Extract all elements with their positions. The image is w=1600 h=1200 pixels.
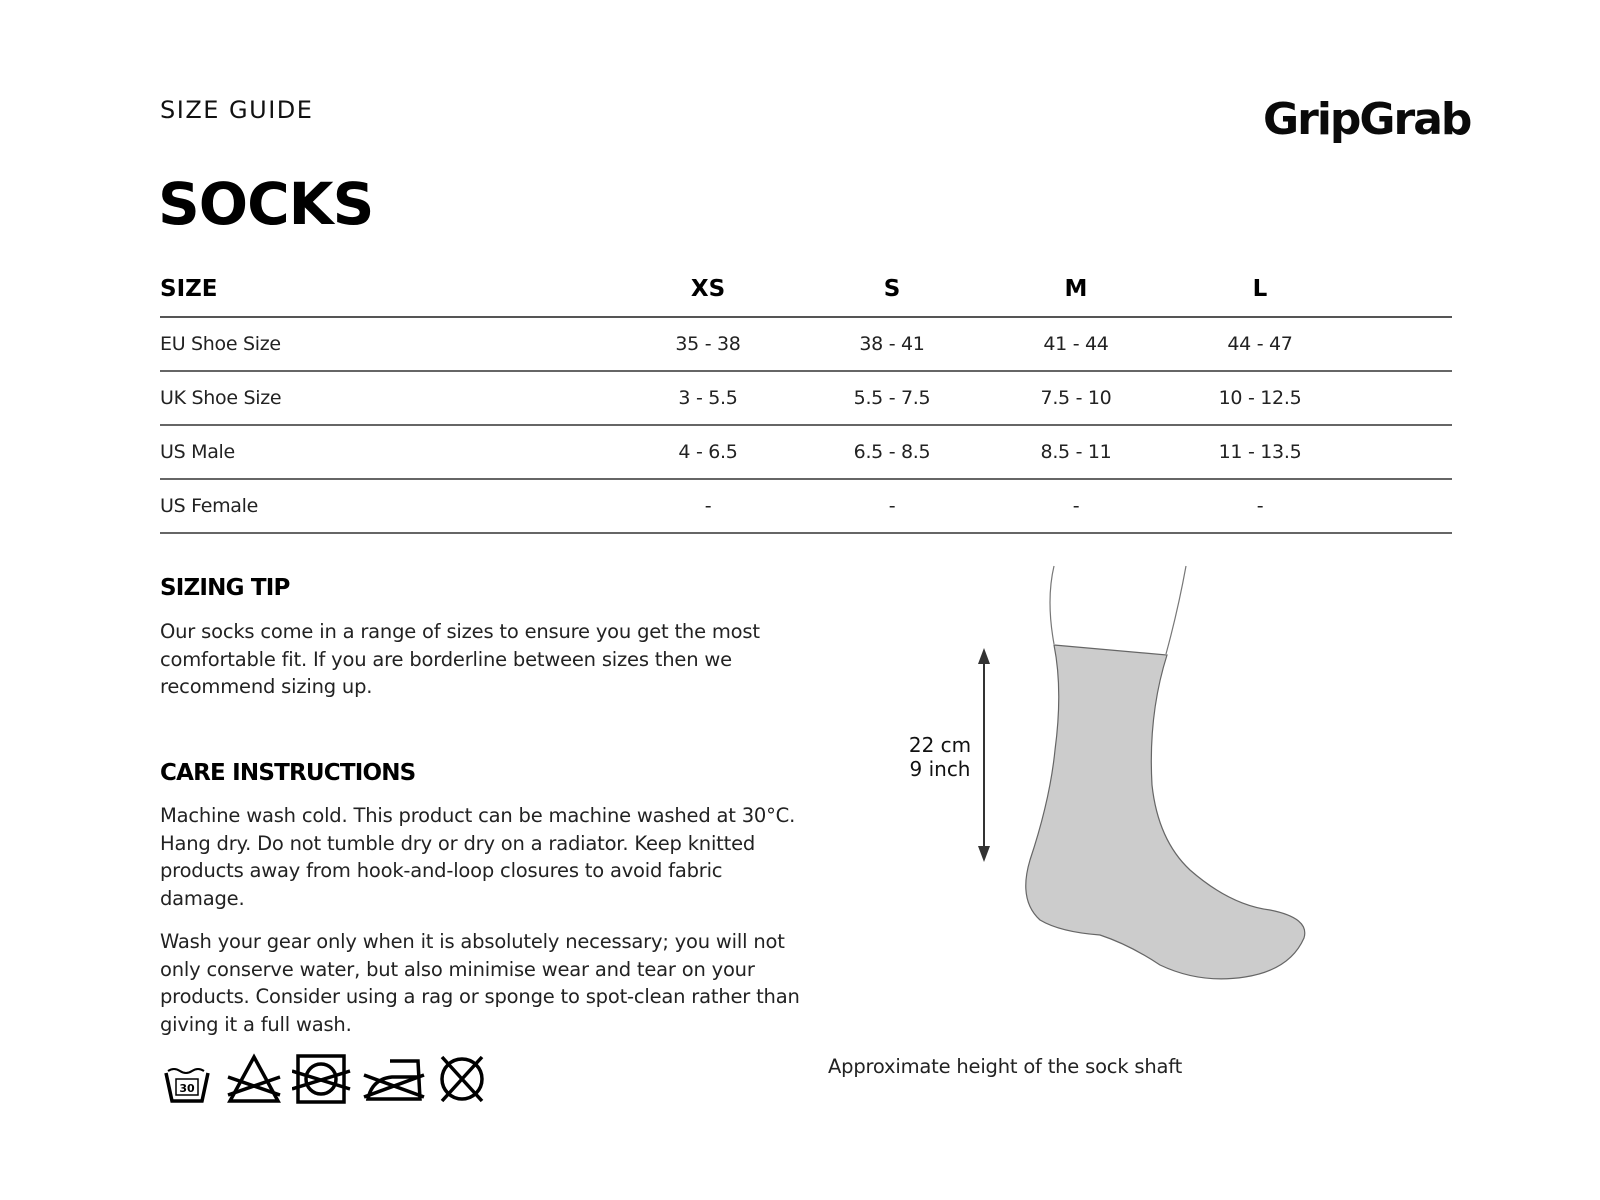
care-paragraph-1: Machine wash cold. This product can be machine washed at 30°C. Hang dry. Do not tumble dry or dry on a radiator. Keep knitted products away from hook-and-loop closures to avoid fabric damage.: [160, 804, 796, 910]
cell-spacer: [1352, 317, 1452, 371]
cell: 44 - 47: [1168, 317, 1352, 371]
cell-spacer: [1352, 425, 1452, 479]
measure-inch: 9 inch: [909, 757, 971, 781]
table-row: [160, 425, 1452, 479]
cell: 5.5 - 7.5: [800, 371, 984, 425]
cell: 10 - 12.5: [1168, 371, 1352, 425]
do-not-tumble-dry-icon: [292, 1053, 362, 1105]
cell: 41 - 44: [984, 317, 1168, 371]
row-label: US Male: [160, 425, 616, 479]
cell: 6.5 - 8.5: [800, 425, 984, 479]
column-header-xs: XS: [616, 262, 800, 317]
sock-shape: [1026, 645, 1305, 979]
cell: -: [616, 479, 800, 533]
table-row: [160, 479, 1452, 533]
cell: 35 - 38: [616, 317, 800, 371]
shaft-measurement: [900, 733, 980, 781]
do-not-bleach-icon: [226, 1053, 292, 1105]
arrow-down-icon: [978, 846, 990, 862]
cell: 8.5 - 11: [984, 425, 1168, 479]
cell: 3 - 5.5: [616, 371, 800, 425]
leg-outline-left: [1050, 566, 1054, 644]
cell: 4 - 6.5: [616, 425, 800, 479]
cell: -: [800, 479, 984, 533]
arrow-up-icon: [978, 648, 990, 664]
care-instructions-heading: CARE INSTRUCTIONS: [160, 760, 416, 786]
cell: 38 - 41: [800, 317, 984, 371]
cell: -: [984, 479, 1168, 533]
measure-cm: 22 cm: [908, 733, 972, 757]
row-label: US Female: [160, 479, 616, 533]
cell: -: [1168, 479, 1352, 533]
illustration-caption: Approximate height of the sock shaft: [828, 1055, 1183, 1078]
do-not-dry-clean-icon: [436, 1053, 492, 1105]
column-header-size: SIZE: [160, 262, 616, 317]
wash-30-icon: [160, 1053, 226, 1105]
cell: 11 - 13.5: [1168, 425, 1352, 479]
svg-text:30: 30: [179, 1082, 195, 1095]
table-row: [160, 317, 1452, 371]
sizing-tip-heading: SIZING TIP: [160, 575, 290, 601]
page-title: SOCKS: [158, 170, 374, 238]
column-header-l: L: [1168, 262, 1352, 317]
cell: 7.5 - 10: [984, 371, 1168, 425]
column-header-s: S: [800, 262, 984, 317]
care-paragraph-2: Wash your gear only when it is absolutely necessary; you will not only conserve water, but also minimise wear and tear on your products. Consider using a rag or sponge to spot-clean rather than giving it a full wash.: [160, 930, 800, 1036]
column-header-m: M: [984, 262, 1168, 317]
row-label: UK Shoe Size: [160, 371, 616, 425]
cell-spacer: [1352, 371, 1452, 425]
sizing-tip-body: Our socks come in a range of sizes to ensure you get the most comfortable fit. If you are borderline between sizes then we recommend sizing up.: [160, 620, 760, 698]
care-icons-row: [160, 1053, 492, 1105]
gripgrab-logo: GripGrab: [1263, 94, 1471, 145]
size-guide-eyebrow: SIZE GUIDE: [160, 96, 314, 124]
row-label: EU Shoe Size: [160, 317, 616, 371]
table-row: [160, 371, 1452, 425]
size-table: [160, 262, 1452, 534]
do-not-iron-icon: [362, 1053, 436, 1105]
cell-spacer: [1352, 479, 1452, 533]
leg-outline-right: [1166, 566, 1186, 654]
table-header-row: [160, 262, 1452, 317]
column-spacer: [1352, 262, 1452, 317]
